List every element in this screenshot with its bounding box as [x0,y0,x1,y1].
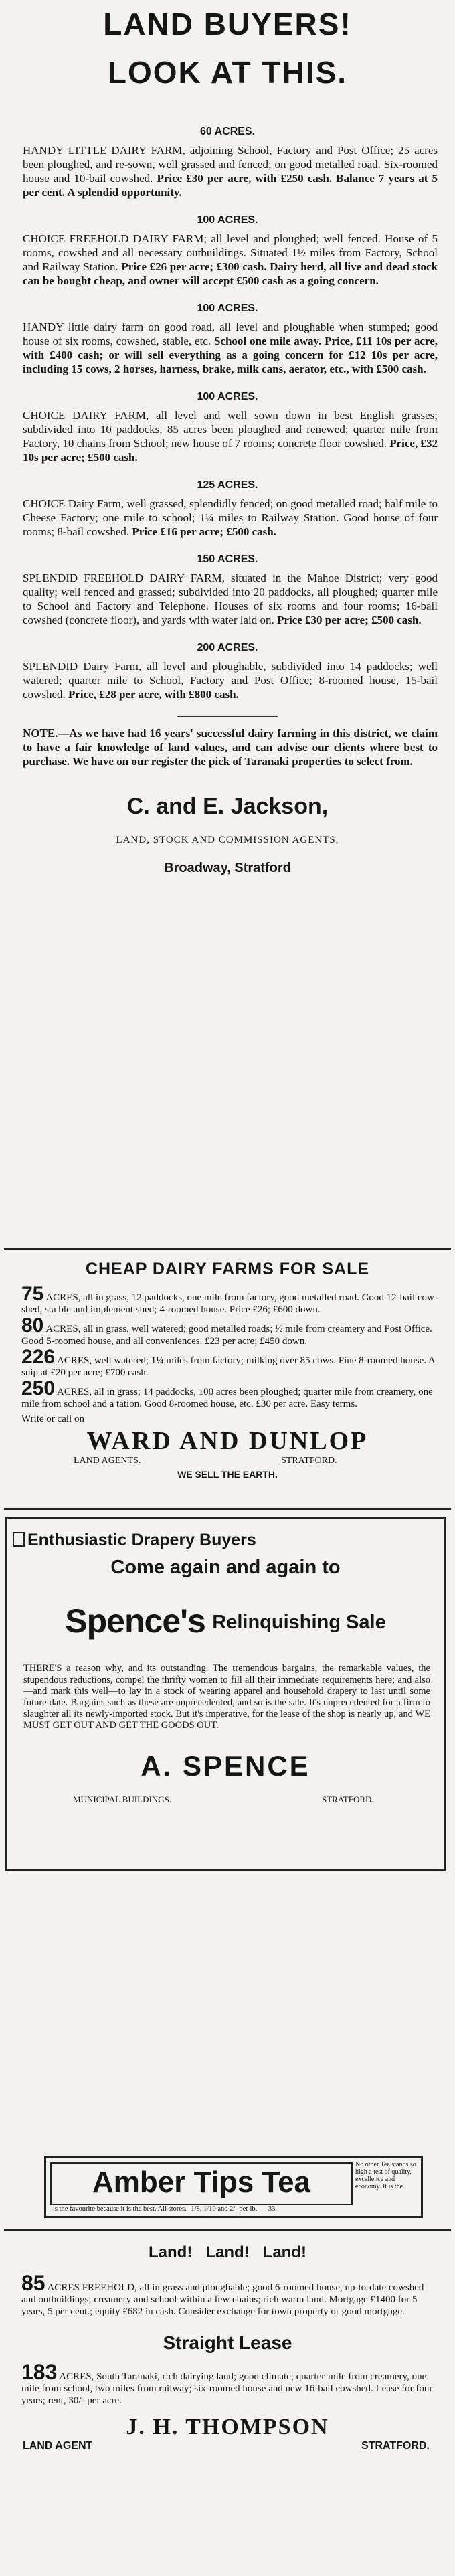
ward-listings [0,1283,455,1425]
ward-slogan: WE SELL THE EARTH. [177,1469,278,1480]
listing-text [23,408,438,464]
listing-price: Price £16 per acre; £500 cash. [132,525,276,538]
listing [0,642,455,701]
listing-acres: 200 ACRES. [197,642,258,653]
spence-line1-text: Enthusiastic Drapery Buyers [27,1531,256,1549]
thompson-town: STRATFORD. [361,2440,430,2452]
spence-title [7,1602,444,1640]
listing-text [23,320,438,376]
headline-land-buyers: LAND BUYERS! [103,7,352,41]
spence-address-row [7,1794,444,1806]
listing-price: Price £30 per acre; £500 cash. [277,614,422,626]
listing-text [23,497,438,539]
headline-look-at-this: LOOK AT THIS. [107,55,348,90]
divider [177,716,278,717]
listing [0,126,455,199]
spence-name: A. SPENCE [141,1750,310,1782]
spence-address: MUNICIPAL BUILDINGS. [73,1794,172,1804]
amber-tips-title: Amber Tips Tea [92,2166,311,2199]
listing-text [23,143,438,199]
listing-price: Price £30 per acre, with £250 cash. Balance 7 years at 5 per cent. A splendid opportunity. [23,172,438,199]
listing-acres: 100 ACRES. [197,391,258,402]
ward-town: STRATFORD. [281,1456,337,1466]
listing-price: Price, £28 per acre, with £800 cash. [68,688,239,701]
thompson-listing-2 [21,2360,440,2407]
amber-tips-advert [44,2156,423,2218]
ward-write-call: Write or call on [21,1413,84,1424]
spence-body: THERE'S a reason why, and its outstanding. The tremendous bargains, the remarkable values, the stupendous reductions, compel the thrifty women to fill all their immediate requirements here; and also—and mark this well—to lay in a stock of wearing apparel and household drapery to last until some future date. Bargains such as these are unprecedented, and so is the sale. It's unprecedented for a firm to slaughter all its newly-imported stock. But it's imperative, for the lease of the shop is nearly up, and WE MUST GET OUT AND GET THE GOODS OUT. [23,1663,430,1731]
ward-agents-row [0,1456,455,1468]
thompson-listing-1 [21,2271,440,2318]
listing-acres-number: 80 [21,1314,44,1337]
spence-advert [5,1517,446,1871]
listing-desc: HANDY little dairy farm on good road, all level and ploughable when stumped; good house of six rooms, cowshed, stable, etc. [23,321,438,347]
listing-price: School one mile away. Price, £11 10s per acre, with £400 cash; or will sell everything as a going concern for £12 10s per acre, including 15 cows, 2 horses, harness, brake, milk cans, aerator, etc., with £500 cash. [23,335,438,375]
ward-listing [21,1283,440,1316]
amber-tips-tag-text: is the favourite because it is the best. All stores. [53,2205,187,2213]
listing [0,303,455,376]
listing-text [23,232,438,288]
ward-listing [21,1314,440,1347]
listing-desc: HANDY LITTLE DAIRY FARM, adjoining School, Factory and Post Office; 25 acres been ploughed, and re-sown, well grassed and fenced; on good metalled road. Six-roomed house and 10-bail cowshed. [23,144,438,185]
listing-acres: 100 ACRES. [197,303,258,314]
listing-price: Price £26 per acre; £300 cash. Dairy herd, all live and dead stock can be bought cheap, and owner will accept £500 cash as a going concern. [23,260,438,287]
checkbox-icon [13,1532,25,1547]
spence-line1 [13,1531,444,1550]
listing-price: Price, £32 10s per acre; £500 cash. [23,437,438,464]
listing-desc: ACRES, all in grass; 14 paddocks, 100 acres been ploughed; quarter mile from creamery, one mile from school and a tation. Good 8-roomed house, etc. £30 per acre. Easy terms. [21,1387,433,1409]
ward-dunlop-advert [0,1260,455,1480]
ward-listing [21,1346,440,1379]
listing-desc: CHOICE Dairy Farm, well grassed, splendidly fenced; on good metalled road; half mile to Cheese Factory; one mile to school; 1¼ miles to Railway Station. Good house of four rooms; 8-bail cowshed. [23,497,438,538]
listing-desc: CHOICE DAIRY FARM, all level and well sown down in best English grasses; subdivided into 10 paddocks, 85 acres been ploughed and renewed; quarter mile from Factory, 10 chains from School; new house of 7 rooms; concrete floor cowshed. [23,409,438,450]
thompson-agent: LAND AGENT [23,2440,93,2452]
spence-town: STRATFORD. [322,1794,374,1804]
ward-land-agents: LAND AGENTS. [74,1456,141,1466]
jackson-firm-address: Broadway, Stratford [164,861,291,875]
thompson-name: J. H. THOMPSON [126,2415,329,2439]
listing-acres: 150 ACRES. [197,553,258,565]
listing-desc: ACRES, all in grass, well watered; good metalled roads; ½ mile from creamery and Post Office. Good 5-roomed house, and all conveniences. £23 per acre; £450 down. [21,1324,432,1347]
listing-acres: 100 ACRES. [197,214,258,226]
amber-tips-prices: 1/8, 1/10 and 2/- per lb. [191,2205,258,2213]
listing [0,479,455,539]
spence-title-name: Spence's [65,1602,205,1640]
jackson-note: NOTE.—As we have had 16 years' successful dairy farming in this district, we claim to have a fair knowledge of land values, and can advise our clients where best to purchase. We have on our register the pick of Taranaki properties to select from. [23,727,438,768]
listing [0,553,455,627]
listing-desc: SPLENDID FREEHOLD DAIRY FARM, situated in the Mahoe District; very good quality; well fenced and grassed; subdivided into 20 paddocks, all ploughed; quarter mile to School and Factory and Telephone. Houses of six rooms and four rooms; 16-bail cowshed (concrete floor), and yards with water laid on. [23,572,438,626]
section-rule [4,1248,451,1250]
amber-tips-code: 33 [268,2205,276,2213]
listing-acres: 60 ACRES. [199,126,256,137]
ward-listing [21,1377,440,1410]
listing-acres: 125 ACRES. [197,479,258,491]
listing-desc: ACRES, South Taranaki, rich dairying land; good climate; quarter-mile from creamery, one mile from school, two miles from railway; six-roomed house and new 16-bail cowshed. Lease for four years; rent, 30/- per acre. [21,2371,433,2406]
listing [0,391,455,464]
listing-acres-number: 250 [21,1377,56,1399]
listing-desc: ACRES, all in grass, 12 paddocks, one mile from factory, good metalled road. Good 12-bail cow-shed, sta ble and implement shed; 4-roomed house. Price £26; £600 down. [21,1292,438,1315]
thompson-straight-lease: Straight Lease [163,2332,292,2353]
listing-desc: SPLENDID Dairy Farm, all level and ploughable, subdivided into 14 paddocks; well watered; quarter mile to School, Factory and Post Office; 8-roomed house, 15-bail cowshed. [23,660,438,701]
listing-desc: CHOICE FREEHOLD DAIRY FARM; all level and ploughed; well fenced. House of 5 rooms, cowshed and all necessary outbuildings. Situated 1½ miles from Factory, School and Railway Station. [23,232,438,273]
spence-line2: Come again and again to [110,1557,341,1578]
jackson-advert [0,0,455,876]
listing-acres-number: 75 [21,1283,44,1305]
amber-tips-side-text: No other Tea stands so high a test of quality, excellence and economy. It is the [355,2161,416,2191]
jackson-listings [0,126,455,768]
amber-tips-tagline [53,2205,275,2213]
amber-tips-inner-box [50,2162,353,2205]
listing-desc: ACRES FREEHOLD, all in grass and ploughable; good 6-roomed house, up-to-date cowshed and outbuildings; creamery and school within a few chains; rich warm land. Mortgage £1400 for 5 years, 5 per cent.; equity £682 in cash. Consider exchange for town property or good mortgage. [21,2282,424,2317]
ward-headline: CHEAP DAIRY FARMS FOR SALE [85,1260,370,1278]
jackson-firm-subtitle: LAND, STOCK AND COMMISSION AGENTS, [116,835,339,845]
listing-text [23,571,438,627]
section-rule [4,2229,451,2231]
listing-acres-number: 85 [21,2271,46,2295]
thompson-advert [0,2243,455,2454]
listing-acres-number: 226 [21,1346,56,1368]
listing-desc: ACRES, well watered; 1¼ miles from factory; milking over 85 cows. Fine 8-roomed house. A snip at £20 per acre; £700 cash. [21,1355,435,1378]
spence-title-sale: Relinquishing Sale [212,1612,386,1633]
section-rule [4,1508,451,1510]
ward-firm-name: WARD AND DUNLOP [86,1427,369,1455]
thompson-land-heading: Land! Land! Land! [149,2243,306,2261]
thompson-agent-row [0,2440,455,2454]
jackson-firm-name: C. and E. Jackson, [126,794,329,819]
listing-acres-number: 183 [21,2360,58,2384]
listing [0,214,455,288]
listing-text [23,659,438,701]
